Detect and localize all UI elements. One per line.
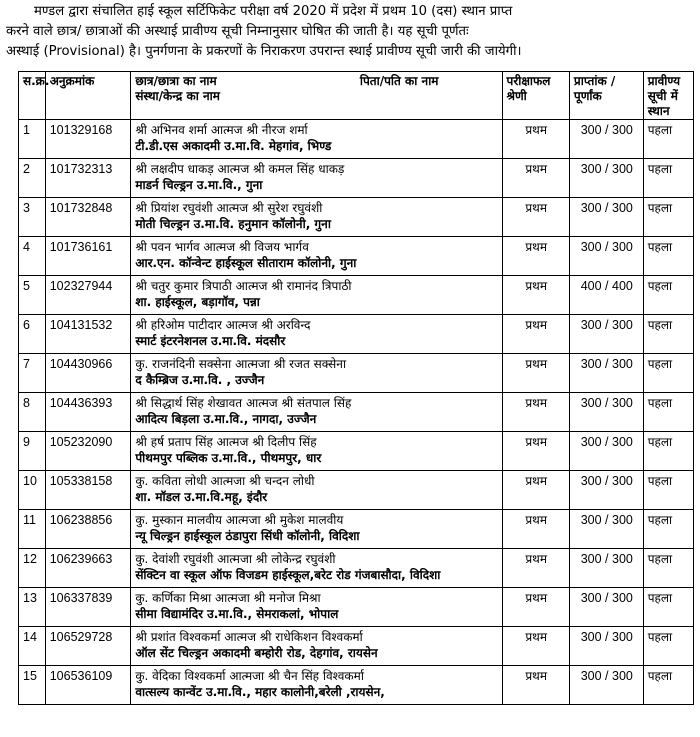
school-name: शा. मॉडल उ.मा.वि.महू, इंदौर bbox=[135, 490, 268, 504]
cell-marks: 300 / 300 bbox=[569, 432, 643, 471]
merit-table bbox=[18, 71, 694, 705]
school-name: स्मार्ट इंटरनेशनल उ.मा.वि. मंदसौर bbox=[135, 334, 286, 348]
cell-sn: 7 bbox=[19, 354, 46, 393]
cell-result: प्रथम bbox=[502, 159, 569, 198]
header-result: परीक्षाफल श्रेणी bbox=[502, 72, 569, 120]
table-row bbox=[19, 549, 694, 588]
school-name: आर.एन. कॉन्वेन्ट हाईस्कूल सीताराम कॉलोनी, गुना bbox=[135, 256, 357, 270]
cell-name-school bbox=[131, 315, 502, 354]
cell-roll-number: 101736161 bbox=[45, 237, 131, 276]
intro-line-2: करने वाले छात्र/ छात्राओं की अस्थाई प्रावीण्य सूची निम्नानुसार घोषित की जाती है। यह सूची पूर्णतः bbox=[6, 24, 469, 39]
cell-roll-number: 106238856 bbox=[45, 510, 131, 549]
cell-roll-number: 104436393 bbox=[45, 393, 131, 432]
table-row bbox=[19, 120, 694, 159]
cell-roll-number: 101329168 bbox=[45, 120, 131, 159]
header-rank: प्रावीण्य सूची में स्थान bbox=[643, 72, 693, 120]
cell-sn: 3 bbox=[19, 198, 46, 237]
cell-sn: 11 bbox=[19, 510, 46, 549]
cell-rank: पहला bbox=[643, 627, 693, 666]
header-parent-name: पिता/पति का नाम bbox=[359, 74, 439, 88]
intro-paragraph bbox=[6, 2, 694, 62]
table-row bbox=[19, 510, 694, 549]
table-row bbox=[19, 666, 694, 705]
cell-result: प्रथम bbox=[502, 549, 569, 588]
cell-sn: 14 bbox=[19, 627, 46, 666]
cell-rank: पहला bbox=[643, 198, 693, 237]
cell-marks: 300 / 300 bbox=[569, 471, 643, 510]
cell-rank: पहला bbox=[643, 159, 693, 198]
cell-rank: पहला bbox=[643, 276, 693, 315]
intro-line-1: मण्डल द्वारा संचालित हाई स्कूल सर्टिफिकेट परीक्षा वर्ष 2020 में प्रदेश में प्रथम 10 (दस) स्थान प्राप्त bbox=[34, 4, 513, 19]
school-name: टी.डी.एस अकादमी उ.मा.वि. मेहगांव, भिण्ड bbox=[135, 139, 332, 153]
cell-result: प्रथम bbox=[502, 198, 569, 237]
cell-name-school bbox=[131, 666, 502, 705]
cell-marks: 300 / 300 bbox=[569, 198, 643, 237]
cell-rank: पहला bbox=[643, 237, 693, 276]
cell-result: प्रथम bbox=[502, 354, 569, 393]
cell-roll-number: 106529728 bbox=[45, 627, 131, 666]
cell-sn: 2 bbox=[19, 159, 46, 198]
student-name: कु. देवांशी रघुवंशी आत्मजा श्री लोकेन्द्र रघुवंशी bbox=[135, 552, 336, 566]
cell-sn: 4 bbox=[19, 237, 46, 276]
cell-marks: 300 / 300 bbox=[569, 666, 643, 705]
school-name: द कैम्ब्रिज उ.मा.वि. , उज्जैन bbox=[135, 373, 265, 387]
cell-result: प्रथम bbox=[502, 627, 569, 666]
cell-rank: पहला bbox=[643, 393, 693, 432]
school-name: न्यू चिल्ड्रन हाईस्कूल ठंडापुरा सिंधी कॉलोनी, विदिशा bbox=[135, 529, 360, 543]
cell-name-school bbox=[131, 432, 502, 471]
cell-marks: 300 / 300 bbox=[569, 315, 643, 354]
cell-name-school bbox=[131, 471, 502, 510]
cell-marks: 300 / 300 bbox=[569, 588, 643, 627]
school-name: पीथमपुर पब्लिक उ.मा.वि., पीथमपुर, धार bbox=[135, 451, 322, 465]
table-row bbox=[19, 276, 694, 315]
student-name: कु. मुस्कान मालवीय आत्मजा श्री मुकेश मालवीय bbox=[135, 513, 344, 527]
cell-result: प्रथम bbox=[502, 393, 569, 432]
intro-line-3: अस्थाई (Provisional) है। पुनर्गणना के प्रकरणों के निराकरण उपरान्त स्थाई प्रावीण्य सूची जारी की जायेगी। bbox=[6, 44, 522, 59]
cell-name-school bbox=[131, 159, 502, 198]
cell-rank: पहला bbox=[643, 315, 693, 354]
cell-rank: पहला bbox=[643, 666, 693, 705]
school-name: मोती चिल्ड्रन उ.मा.वि. हनुमान कॉलोनी, गुना bbox=[135, 217, 331, 231]
cell-rank: पहला bbox=[643, 432, 693, 471]
cell-result: प्रथम bbox=[502, 510, 569, 549]
table-row bbox=[19, 237, 694, 276]
cell-result: प्रथम bbox=[502, 471, 569, 510]
school-name: ऑल सेंट चिल्ड्रन अकादमी बम्होरी रोड, देहगांव, रायसेन bbox=[135, 646, 378, 660]
student-name: कु. वेदिका विश्वकर्मा आत्मजा श्री चैन सिंह विश्वकर्मा bbox=[135, 669, 364, 683]
cell-marks: 300 / 300 bbox=[569, 354, 643, 393]
cell-result: प्रथम bbox=[502, 120, 569, 159]
table-row bbox=[19, 627, 694, 666]
table-row bbox=[19, 354, 694, 393]
cell-roll-number: 105338158 bbox=[45, 471, 131, 510]
header-school: संस्था/केन्द्र का नाम bbox=[135, 89, 220, 103]
cell-marks: 300 / 300 bbox=[569, 627, 643, 666]
cell-marks: 300 / 300 bbox=[569, 237, 643, 276]
table-row bbox=[19, 159, 694, 198]
cell-result: प्रथम bbox=[502, 666, 569, 705]
cell-sn: 12 bbox=[19, 549, 46, 588]
student-name: श्री पवन भार्गव आत्मज श्री विजय भार्गव bbox=[135, 240, 309, 254]
table-row bbox=[19, 198, 694, 237]
school-name: शा. हाईस्कूल, बड़ागॉव, पन्ना bbox=[135, 295, 260, 309]
cell-roll-number: 106239663 bbox=[45, 549, 131, 588]
cell-name-school bbox=[131, 549, 502, 588]
cell-sn: 1 bbox=[19, 120, 46, 159]
cell-name-school bbox=[131, 627, 502, 666]
header-student-name: छात्र/छात्रा का नाम bbox=[135, 74, 217, 88]
cell-roll-number: 106337839 bbox=[45, 588, 131, 627]
cell-roll-number: 104131532 bbox=[45, 315, 131, 354]
cell-sn: 8 bbox=[19, 393, 46, 432]
cell-roll-number: 106536109 bbox=[45, 666, 131, 705]
student-name: कु. कविता लोधी आत्मजा श्री चन्दन लोधी bbox=[135, 474, 315, 488]
school-name: सेंक्टिन वा स्कूल ऑफ विजडम हाईस्कूल,बरेट रोड गंजबासौदा, विदिशा bbox=[135, 568, 441, 582]
cell-marks: 300 / 300 bbox=[569, 120, 643, 159]
cell-marks: 300 / 300 bbox=[569, 549, 643, 588]
cell-name-school bbox=[131, 354, 502, 393]
cell-marks: 400 / 400 bbox=[569, 276, 643, 315]
cell-rank: पहला bbox=[643, 510, 693, 549]
table-body bbox=[19, 120, 694, 705]
cell-rank: पहला bbox=[643, 120, 693, 159]
cell-result: प्रथम bbox=[502, 237, 569, 276]
header-roll: अनुक्रमांक bbox=[45, 72, 131, 120]
student-name: श्री हर्ष प्रताप सिंह आत्मज श्री दिलीप सिंह bbox=[135, 435, 317, 449]
cell-marks: 300 / 300 bbox=[569, 510, 643, 549]
cell-result: प्रथम bbox=[502, 315, 569, 354]
header-marks: प्राप्तांक / पूर्णांक bbox=[569, 72, 643, 120]
table-row bbox=[19, 393, 694, 432]
student-name: श्री सिद्धार्थ सिंह शेखावत आत्मज श्री संतपाल सिंह bbox=[135, 396, 352, 410]
cell-sn: 6 bbox=[19, 315, 46, 354]
cell-roll-number: 101732848 bbox=[45, 198, 131, 237]
cell-rank: पहला bbox=[643, 354, 693, 393]
cell-roll-number: 101732313 bbox=[45, 159, 131, 198]
cell-roll-number: 105232090 bbox=[45, 432, 131, 471]
cell-sn: 5 bbox=[19, 276, 46, 315]
student-name: कु. राजनंदिनी सक्सेना आत्मजा श्री रजत सक्सेना bbox=[135, 357, 347, 371]
cell-result: प्रथम bbox=[502, 432, 569, 471]
cell-name-school bbox=[131, 237, 502, 276]
student-name: श्री प्रशांत विश्वकर्मा आत्मज श्री राधेकिशन विश्वकर्मा bbox=[135, 630, 363, 644]
cell-result: प्रथम bbox=[502, 588, 569, 627]
cell-name-school bbox=[131, 120, 502, 159]
cell-name-school bbox=[131, 393, 502, 432]
cell-sn: 10 bbox=[19, 471, 46, 510]
cell-name-school bbox=[131, 510, 502, 549]
header-row bbox=[19, 72, 694, 120]
cell-roll-number: 104430966 bbox=[45, 354, 131, 393]
student-name: श्री प्रियांश रघुवंशी आत्मज श्री सुरेश रघुवंशी bbox=[135, 201, 323, 215]
table-row bbox=[19, 432, 694, 471]
table-row bbox=[19, 315, 694, 354]
header-sn: स.क्र. bbox=[19, 72, 46, 120]
cell-marks: 300 / 300 bbox=[569, 393, 643, 432]
cell-sn: 13 bbox=[19, 588, 46, 627]
cell-roll-number: 102327944 bbox=[45, 276, 131, 315]
cell-sn: 9 bbox=[19, 432, 46, 471]
table-row bbox=[19, 588, 694, 627]
cell-name-school bbox=[131, 198, 502, 237]
school-name: वात्सल्य कान्वेंट उ.मा.वि., महार कालोनी,बरेली ,रायसेन, bbox=[135, 685, 385, 699]
school-name: आदित्य बिड़ला उ.मा.वि., नागदा, उज्जैन bbox=[135, 412, 317, 426]
cell-marks: 300 / 300 bbox=[569, 159, 643, 198]
cell-result: प्रथम bbox=[502, 276, 569, 315]
school-name: सीमा विद्यामंदिर उ.मा.वि., सेमराकलां, भोपाल bbox=[135, 607, 339, 621]
cell-rank: पहला bbox=[643, 588, 693, 627]
school-name: माडर्न चिल्ड्रन उ.मा.वि., गुना bbox=[135, 178, 263, 192]
cell-name-school bbox=[131, 276, 502, 315]
student-name: श्री चतुर कुमार त्रिपाठी आत्मज श्री रामानंद त्रिपाठी bbox=[135, 279, 352, 293]
student-name: कु. कर्णिका मिश्रा आत्मजा श्री मनोज मिश्रा bbox=[135, 591, 321, 605]
cell-name-school bbox=[131, 588, 502, 627]
student-name: श्री हरिओम पाटीदार आत्मज श्री अरविन्द bbox=[135, 318, 311, 332]
student-name: श्री अभिनव शर्मा आत्मज श्री नीरज शर्मा bbox=[135, 123, 308, 137]
header-name bbox=[131, 72, 502, 120]
cell-rank: पहला bbox=[643, 549, 693, 588]
student-name: श्री लक्षदीप धाकड़ आत्मज श्री कमल सिंह धाकड़ bbox=[135, 162, 345, 176]
cell-sn: 15 bbox=[19, 666, 46, 705]
cell-rank: पहला bbox=[643, 471, 693, 510]
table-row bbox=[19, 471, 694, 510]
